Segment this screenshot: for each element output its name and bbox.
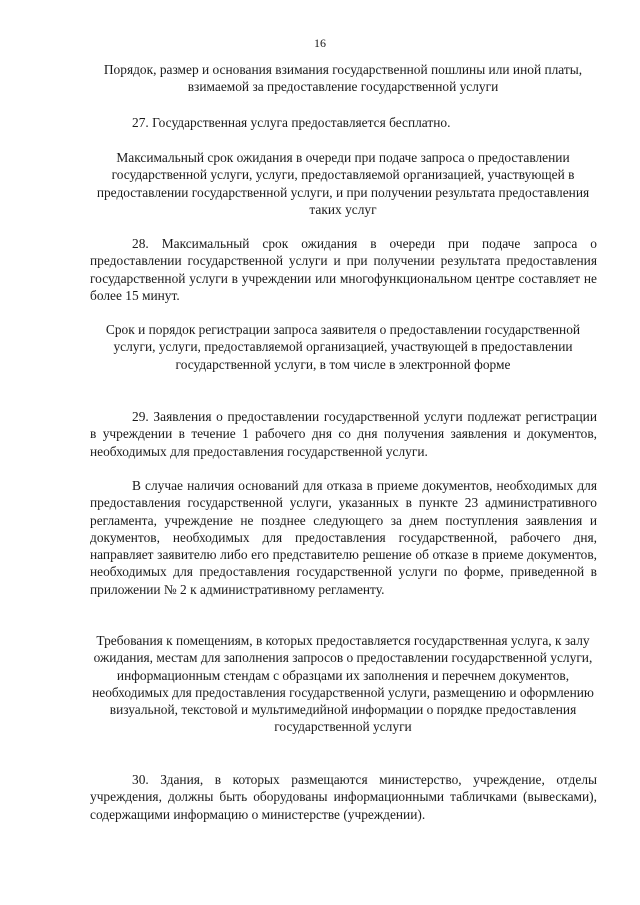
heading-fee: Порядок, размер и основания взимания государственной пошлины или иной платы, взимаемой за предоставление государственной услуги	[103, 62, 583, 95]
paragraph-30: 30. Здания, в которых размещаются министерство, учреждение, отделы учреждения, должны быть оборудованы информационными табличками (вывесками), содержащими информацию о министерстве (учреждении).	[90, 772, 597, 822]
paragraph-29-refusal: В случае наличия оснований для отказа в приеме документов, необходимых для предоставления государственной услуги, указанных в пункте 23 административного регламента, учреждение не позднее следующего за днем поступления заявления и документов, необходимых для предоставления государственной, рабочего дня, направляет заявителю либо его представителю решение об отказе в приеме документов, необходимых для предоставления государственной услуги по форме, приведенной в приложении № 2 к административному регламенту.	[90, 478, 597, 597]
paragraph-29: 29. Заявления о предоставлении государственной услуги подлежат регистрации в учреждении в течение 1 рабочего дня со дня получения заявления и документов, необходимых для предоставления государственной услуги.	[90, 409, 597, 459]
heading-premises: Требования к помещениям, в которых предоставляется государственная услуга, к залу ожидания, местам для заполнения запросов о предоставлении государственной услуги, информационным стендам с образцами их заполнения и перечнем документов, необходимых для предоставления государственной услуги, размещению и оформлению визуальной, текстовой и мультимедийной информации о порядке предоставления государственной услуги	[92, 633, 594, 735]
paragraph-28: 28. Максимальный срок ожидания в очереди при подаче запроса о предоставлении государственной услуги и при получении результата предоставления государственной услуги в учреждении или многофункциональном центре составляет не более 15 минут.	[90, 236, 597, 303]
paragraph-27: 27. Государственная услуга предоставляется бесплатно.	[132, 115, 451, 130]
heading-waiting-time: Максимальный срок ожидания в очереди при подаче запроса о предоставлении государственной услуги, услуги, предоставляемой организацией, участвующей в предоставлении государственной услуги, и при получении результата предоставления таких услуг	[96, 150, 590, 217]
page-number: 16	[314, 36, 326, 50]
heading-registration: Срок и порядок регистрации запроса заявителя о предоставлении государственной услуги, услуги, предоставляемой организацией, участвующей в предоставлении государственной услуги, в том числе в электронной форме	[105, 322, 581, 372]
